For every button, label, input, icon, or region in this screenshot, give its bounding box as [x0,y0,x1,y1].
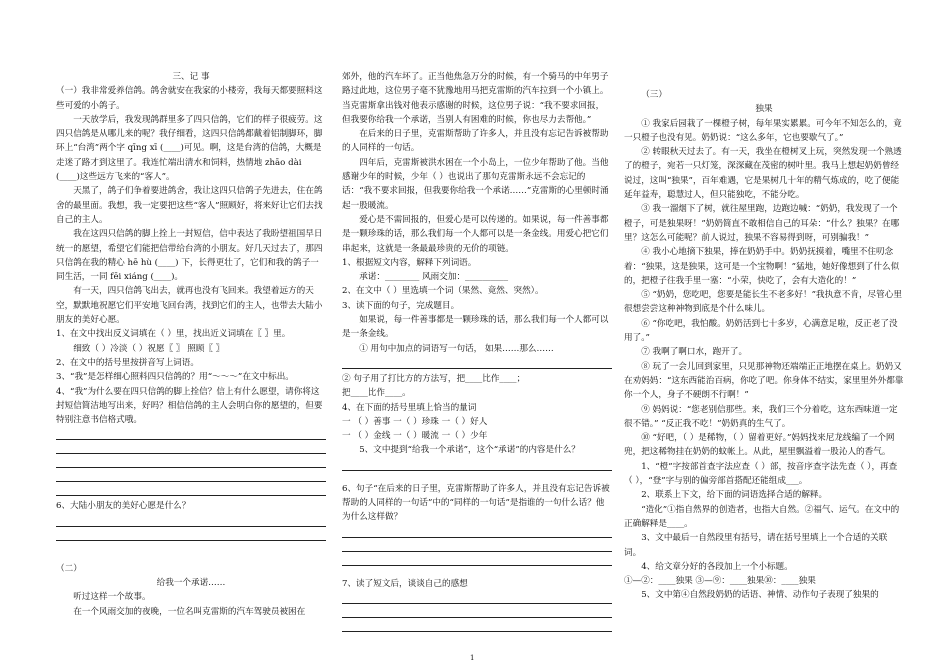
passage-2-para: 听过这样一个故事。 [73,592,151,603]
answer-line[interactable] [56,516,326,527]
question-4: 4、在下面的括号里填上恰当的量词 [342,402,477,413]
question-4: 4、“我”为什么要在四只信鸽的脚上拴信？信上有什么愿望，请你将这封短信简洁地写出来，好吗？相信信鸽的主人会明白你的愿望的，但要特别注意书信格式哦。 [56,386,323,426]
passage-1-para: 有一天，四只信鸽飞出去，就再也没有飞回来。我望着远方的天空，默默地祝愿它们平安地飞回台湾，找到它们的主人，也带去大陆小朋友的美好心愿。 [56,286,323,326]
passage-3-para: ⑥ “你吃吧，我怕酸。奶奶活到七十多岁，心满意足啦，反正老了没用了。” [624,318,898,344]
passage-1-intro: （一）我非常爱养信鸽。鸽舍就安在我家的小楼旁，我每天都要照料这些可爱的小鸽子。 [56,86,323,111]
section-3-title: 独果 [755,104,773,115]
answer-line[interactable] [342,621,612,632]
question-7: 7、读了短文后，谈谈自己的感想 [342,578,468,589]
question-5: 5、文中提到“给我一个承诺”，这个“承诺”的内容是什么？ [359,445,580,456]
passage-3-para: ⑦ 我啊了啊口水，跑开了。 [641,347,748,358]
passage-3-para: ⑧ 玩了一会儿回到家里，只见那神物还端端正正地摆在桌上。奶奶又在劝妈妈：“这东西能治百病，你吃了吧。你身体不结实，家里里外外都靠你一个人，身子不硬朗不行啊！” [624,361,904,401]
passage-1-para: 我在这四只信鸽的脚上拴上一封短信，信中表达了我盼望祖国早日统一的愿望，希望它们能把信带给台湾的小朋友。好几天过去了，那四只信鸽在我的精心 hē hù (____) 下，长得更壮了，它们和我的鸽子一同生活，一同 fēi xiáng (____)。 [56,229,323,283]
passage-3-para: ⑩ “好吧，（ ）是稀物，（ ）留着更好。”妈妈找来尼龙线编了一个网兜，把这稀物挂在奶奶的蚊帐上。从此，屋里飘溢着一股沁人的香气。 [624,433,895,458]
question-2: 2、联系上下文，给下面的词语选择合适的解释。 [641,490,828,501]
column-middle [342,70,612,635]
question-5: 5、文中第④自然段奶奶的话语、神情、动作句子表现了独果的 [641,590,879,601]
answer-line[interactable] [342,460,612,471]
question-4: 4、给文章分好的各段加上一个小标题。 [641,561,793,572]
passage-3-para: ③ 我一溜烟下了树，就往屋里跑，边跑边喊：“奶奶，我发现了一个橙子，可是独果呀！”奶奶简直不敢相信自己的耳朵：“什么？独果？在哪里？这怎么可能呢？前人说过，独果不容易得到呀，可别骗我！” [624,204,900,243]
question-1: 1、根据短文内容，解释下列词语。 [342,257,477,268]
answer-line[interactable] [342,593,612,604]
answer-line[interactable] [342,527,612,538]
question-3-item-2b: 把____比作____。 [342,388,411,399]
question-3: 3、文中最后一自然段里有括号，请在括号里填上一个合适的关联词。 [624,533,888,558]
passage-2-para: 在一个风雨交加的夜晚，一位名叫克雷斯的汽车驾驶员被困在 [73,606,306,617]
passage-3-para: ⑤ “奶奶，您吃吧，您要是能长生不老多好！”我执意不肯，尽管心里很想尝尝这种神物到底是个什么味儿。 [624,290,902,315]
answer-line[interactable] [56,443,326,454]
question-3-item-2: ② 句子用了打比方的方法写，把____比作____； [342,373,526,384]
answer-line[interactable] [56,471,326,482]
passage-2-para: 四年后，克雷斯被洪水困在一个小岛上，一位少年帮助了他。当他感谢少年的时候，少年（ ）也说出了那句克雷斯永远不会忘记的话：“我不要求回报，但我要你给我一个承诺……”克雷斯的心里顿时涌起一股暖流。 [342,157,609,211]
page-number: 1 [470,654,475,662]
question-2-detail: “造化”①指自然界的创造者，也指大自然。②福气、运气。在文中的正确解释是____。 [624,504,900,529]
answer-line[interactable] [342,555,612,566]
passage-1-para: 天黑了，鸽子们争着要进鸽舍，我让这四只信鸽子先进去，住在鸽舍的最里面。我想，我一定要把这些“客人”照顾好，将来好让它们去找自己的主人。 [56,186,323,225]
question-4-row: 一 （ ）善事 一（ ）珍珠 一（ ）好人 [342,416,488,427]
question-6: 6、大陆小朋友的美好心愿是什么？ [56,501,191,512]
question-4-detail: ①—②：____独果 ③—⑨：____独果⑩：____独果 [624,576,816,587]
section-heading: 三、记 事 [172,72,210,82]
answer-line[interactable] [56,485,326,496]
passage-2-para: 爱心是不需回报的，但爱心是可以传递的。如果说，每一件善事都是一颗珍珠的话，那么我们每一个人都可以是一条金线。用爱心把它们串起来，这就是一条最最珍贵的无价的项链。 [342,214,609,254]
answer-line[interactable] [56,530,326,541]
question-1: 1、“橙”字按部首查字法应查（ ）部，按音序查字法先查（ ），再查（ ），“登”字与别的偏旁部首搭配还能组成___。 [624,461,898,487]
passage-3-para: ④ 我小心地摘下独果，捧在奶奶手中。奶奶抚摸着，嘴里不住叨念着：“独果，这是独果，这可是一个宝物啊！”猛地，她好像想到了什么似的，把橙子往我手里一塞：“小荣，快吃了，会有大造化的！” [624,247,900,286]
question-6: 6、句子“在后来的日子里，克雷斯帮助了许多人，并且没有忘记告诉被帮助的人同样的一句话”中的“同样的一句话”是指谁的一句什么话？他为什么这样做？ [342,483,610,523]
question-1-items: 承诺：________ 风雨交加：__________ [359,272,509,283]
passage-2-para: 郊外，他的汽车坏了。正当他焦急万分的时候，有一个骑马的中年男子路过此地，这位男子毫不犹豫地用马把克雷斯的汽车拉到一个小镇上。当克雷斯拿出钱对他表示感谢的时候，这位男子说：“我不要求回报，但我要你给我一个承诺，当别人有困难的时候，你也尽力去帮他。” [342,72,609,125]
answer-line[interactable] [56,457,326,468]
passage-1-para: 一天放学后，我发现鸽群里多了四只信鸽，它们的样子很疲劳。这四只信鸽是从哪儿来的呢？我仔细看，这四只信鸽都戴着铝制脚环，脚环上“台湾”两个字 qīng xī (____)可见。啊，这是台湾的信鸽，大概是走迷了路才到这里了。我连忙端出清水和饲料，热情地 zhāo dài (____)这些远方飞来的“客人”。 [56,114,323,183]
answer-line[interactable] [342,541,612,552]
passage-2-para: 在后来的日子里，克雷斯帮助了许多人，并且没有忘记告诉被帮助的人同样的一句话。 [342,129,609,154]
passage-3-para: ⑨ 妈妈说：“您老别信那些。来，我们三个分着吃，这东西味道一定很不错。” “反正我不吃！”奶奶真的生气了。 [624,404,898,429]
passage-3-para: ① 我家后园栽了一棵橙子树，每年果实累累。可今年不知怎么的，竟一只橙子也没有见。奶奶说：“这么多年，它也要歇气了。” [624,118,902,143]
question-1: 1、在文中找出反义词填在（ ）里，找出近义词填在〖 〗里。 [56,329,291,340]
section-3-label: （三） [641,90,667,100]
question-3-sentence: 如果说，每一件善事都是一颗珍珠的话，那么我们每一个人都可以是一条金线。 [342,315,609,340]
column-right [624,70,904,603]
answer-line[interactable] [342,358,612,369]
question-3: 3、读下面的句子，完成题目。 [342,300,460,311]
question-3-item-1: ① 用句中加点的词语写一句话， 如果……那么…… [359,343,554,354]
column-left [56,70,326,619]
passage-3-para: ② 转眼秋天过去了。有一天，我坐在橙树叉上玩，突然发现一个熟透了的橙子，宛若一只灯笼，深深藏在茂密的树叶里。我马上想起奶奶曾经说过，这叫“独果”，百年难遇，它是果树几十年的精气炼成的，吃了便能延年益寿，聪慧过人，但只能独吃，不能分吃。 [624,147,902,201]
question-2: 2、在文中的括号里按拼音写上词语。 [56,357,199,368]
question-1-items: 细致（ ）冷淡（ ）祝愿〖 〗 照顾〖 〗 [73,343,225,354]
section-2-title: 给我一个承诺…… [156,578,226,589]
answer-line[interactable] [56,429,326,440]
answer-line[interactable] [342,607,612,618]
question-3: 3、“我”是怎样细心照料四只信鸽的？用“～～～”在文中标出。 [56,372,294,383]
section-2-label: （二） [56,563,82,574]
question-2: 2、在文中（ ）里选填一个词（果然、竟然、突然）。 [342,286,544,297]
question-4-row: 一 （ ）金线 一（ ）暖流 一（ ）少年 [342,431,488,442]
